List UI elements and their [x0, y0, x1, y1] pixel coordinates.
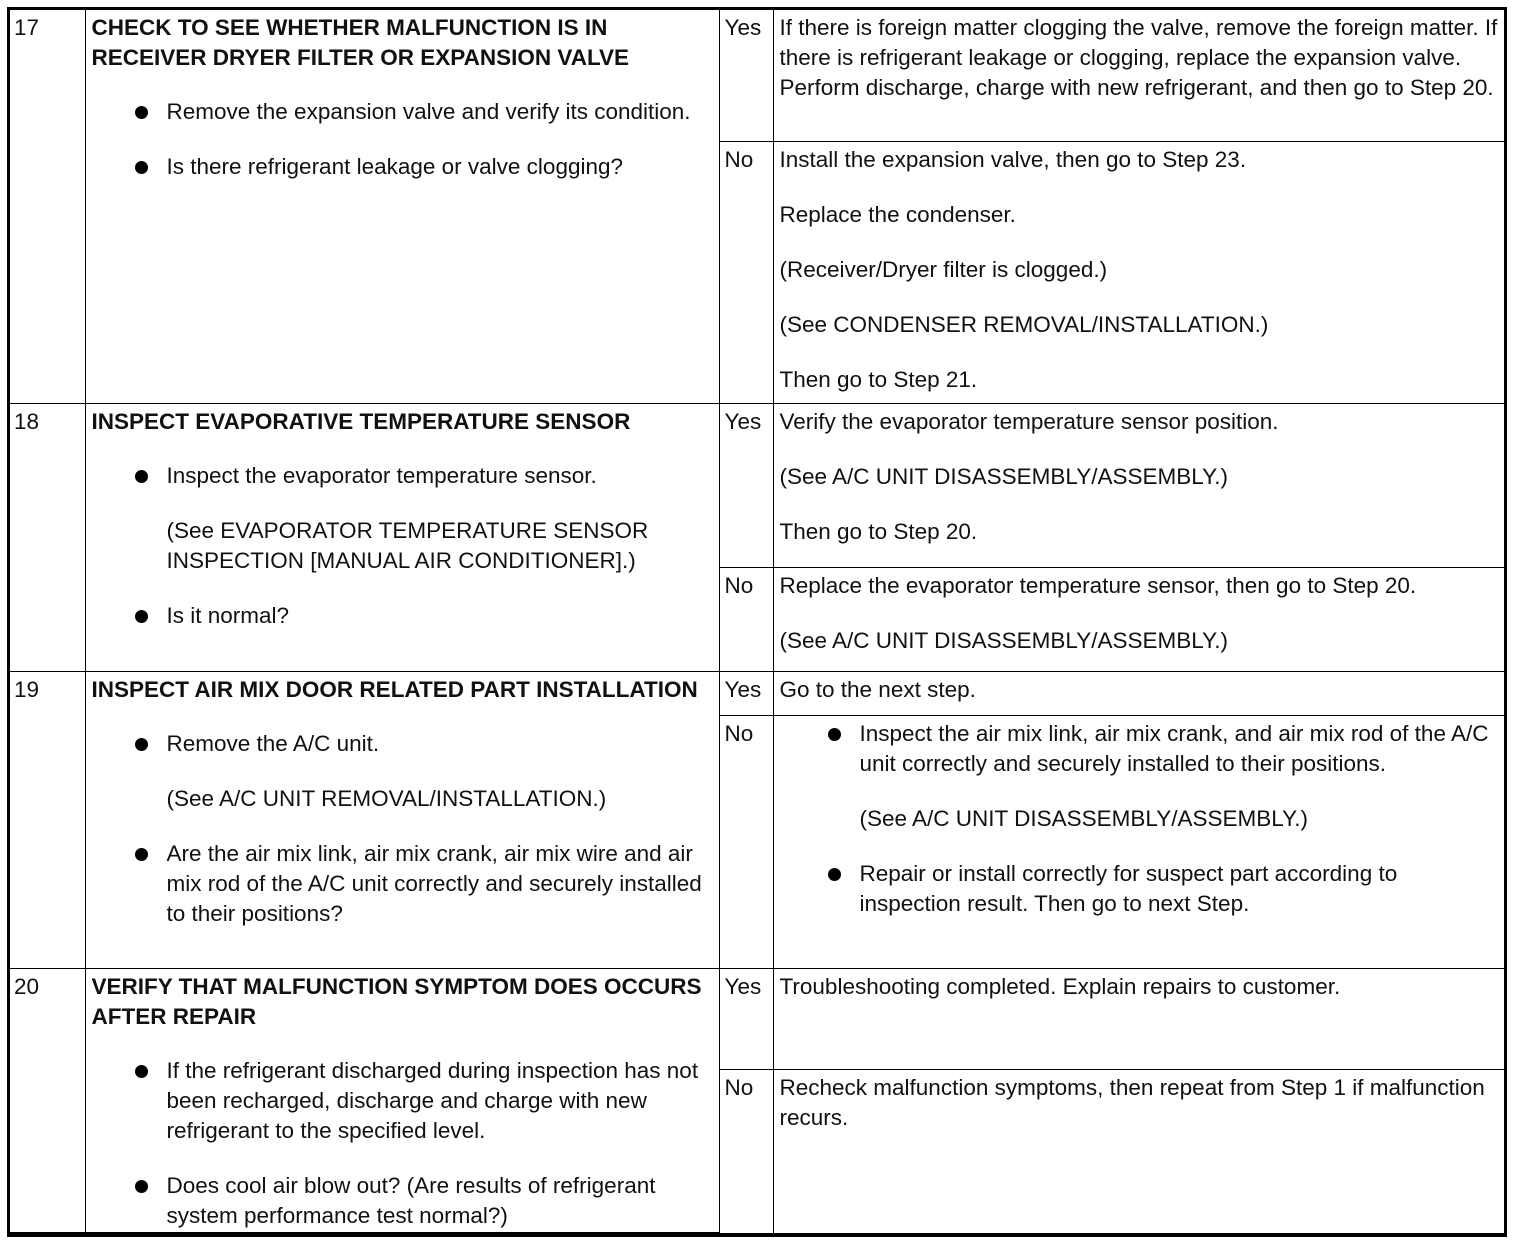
step-19-inspection: [85, 671, 719, 968]
bullet-item: Remove the expansion valve and verify its condition.: [92, 97, 713, 127]
yes-label: Yes: [719, 403, 773, 567]
action-text: (See A/C UNIT DISASSEMBLY/ASSEMBLY.): [779, 463, 1228, 489]
action-text: (Receiver/Dryer filter is clogged.): [779, 256, 1108, 282]
action-text: Troubleshooting completed. Explain repairs to customer.: [779, 973, 1341, 999]
no-action: [773, 715, 1504, 968]
step-title: INSPECT EVAPORATIVE TEMPERATURE SENSOR: [91, 408, 631, 434]
step-number: 18: [10, 403, 85, 671]
step-number: 20: [10, 968, 85, 1233]
step-18-inspection: [85, 403, 719, 671]
step-19-yes-row: [10, 671, 1504, 715]
no-label: No: [719, 715, 773, 968]
action-text: Then go to Step 20.: [779, 518, 978, 544]
action-text: Verify the evaporator temperature sensor position.: [779, 408, 1279, 434]
no-action: [773, 567, 1504, 671]
step-title: INSPECT AIR MIX DOOR RELATED PART INSTALLATION: [91, 676, 698, 702]
step-17-yes-row: [10, 10, 1504, 141]
action-text: Replace the evaporator temperature sensor, then go to Step 20.: [779, 572, 1417, 598]
action-text: Replace the condenser.: [779, 201, 1016, 227]
bullet-item: Remove the A/C unit.: [92, 729, 713, 759]
yes-label: Yes: [719, 10, 773, 141]
bullet-item: Inspect the air mix link, air mix crank, and air mix rod of the A/C unit correctly and securely installed to their positions.: [780, 719, 1499, 779]
action-text: (See CONDENSER REMOVAL/INSTALLATION.): [779, 311, 1269, 337]
yes-label: Yes: [719, 968, 773, 1069]
action-text: Install the expansion valve, then go to Step 23.: [779, 146, 1247, 172]
bullet-item: Is it normal?: [92, 601, 713, 631]
step-17-inspection: [85, 10, 719, 403]
action-text: (See A/C UNIT DISASSEMBLY/ASSEMBLY.): [779, 627, 1228, 653]
bullet-item: If the refrigerant discharged during inspection has not been recharged, discharge and charge with new refrigerant to the specified level.: [92, 1056, 713, 1146]
yes-action: [773, 671, 1504, 715]
step-title: VERIFY THAT MALFUNCTION SYMPTOM DOES OCCURS AFTER REPAIR: [91, 973, 702, 1029]
action-text: Go to the next step.: [779, 676, 976, 702]
reference-text: (See EVAPORATOR TEMPERATURE SENSOR INSPECTION [MANUAL AIR CONDITIONER].): [166, 517, 649, 573]
bullet-item: Repair or install correctly for suspect part according to inspection result. Then go to next Step.: [780, 859, 1499, 919]
reference-text: (See A/C UNIT REMOVAL/INSTALLATION.): [166, 785, 607, 811]
troubleshooting-page: [7, 7, 1507, 1237]
bullet-item: Does cool air blow out? (Are results of refrigerant system performance test normal?): [92, 1171, 713, 1231]
yes-label: Yes: [719, 671, 773, 715]
action-text: Recheck malfunction symptoms, then repeat from Step 1 if malfunction recurs.: [779, 1074, 1485, 1130]
bullet-item: Is there refrigerant leakage or valve clogging?: [92, 152, 713, 182]
step-title: CHECK TO SEE WHETHER MALFUNCTION IS IN RECEIVER DRYER FILTER OR EXPANSION VALVE: [91, 15, 630, 70]
no-action: [773, 141, 1504, 403]
step-20-inspection: [85, 968, 719, 1233]
bullet-item: Are the air mix link, air mix crank, air mix wire and air mix rod of the A/C unit correctly and securely installed to their positions?: [92, 839, 713, 929]
step-20-yes-row: [10, 968, 1504, 1069]
action-text: Then go to Step 21.: [779, 366, 978, 392]
bullet-item: Inspect the evaporator temperature sensor.: [92, 461, 713, 491]
yes-action: [773, 10, 1504, 141]
yes-action: [773, 968, 1504, 1069]
step-18-yes-row: [10, 403, 1504, 567]
yes-action: [773, 403, 1504, 567]
troubleshooting-table: [10, 10, 1504, 1233]
no-action: [773, 1069, 1504, 1233]
step-number: 19: [10, 671, 85, 968]
action-text: If there is foreign matter clogging the valve, remove the foreign matter. If there is refrigerant leakage or clogging, replace the expansion valve. Perform discharge, charge with new refrigerant, and then go to Step 20.: [779, 15, 1498, 100]
reference-text: (See A/C UNIT DISASSEMBLY/ASSEMBLY.): [859, 805, 1308, 831]
no-label: No: [719, 141, 773, 403]
no-label: No: [719, 1069, 773, 1233]
step-number: 17: [10, 10, 85, 403]
no-label: No: [719, 567, 773, 671]
